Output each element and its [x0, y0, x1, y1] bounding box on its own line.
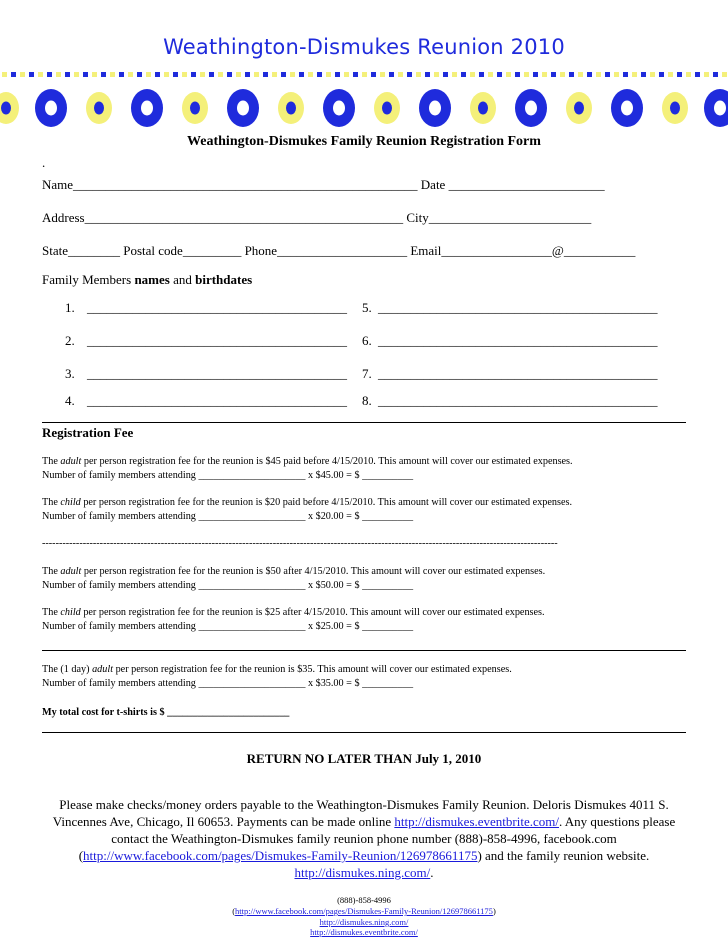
- banner-dash: [605, 72, 610, 77]
- address-city-line[interactable]: Address_________________________________________________ City_________________________: [42, 210, 592, 225]
- banner-dash: [704, 72, 709, 77]
- banner-dash: [272, 72, 277, 77]
- family-member-entry-line[interactable]: ________________________________________: [87, 366, 347, 381]
- banner-dash: [173, 72, 178, 77]
- banner-dash: [308, 72, 313, 77]
- banner-dash: [245, 72, 250, 77]
- small-ning: [0, 917, 728, 927]
- banner-ring-center: [478, 102, 488, 115]
- family-member-entry-line[interactable]: ___________________________________________: [378, 300, 658, 315]
- banner-ring-center: [1, 102, 11, 115]
- banner-dash: [119, 72, 124, 77]
- banner-ring-center: [714, 101, 726, 116]
- banner-dash: [56, 72, 61, 77]
- banner-dash: [659, 72, 664, 77]
- banner-dash: [38, 72, 43, 77]
- banner-dash: [569, 72, 574, 77]
- banner-dash: [155, 72, 160, 77]
- banner-dash: [542, 72, 547, 77]
- family-member-number: 7.: [362, 366, 372, 381]
- banner-dash: [218, 72, 223, 77]
- banner-dash: [443, 72, 448, 77]
- banner-dash: [20, 72, 25, 77]
- family-member-number: 2.: [65, 333, 75, 348]
- fee-child-before-count[interactable]: Number of family members attending _____________________ x $20.00 = $ __________: [42, 511, 414, 522]
- banner-dash: [209, 72, 214, 77]
- family-member-number: 5.: [362, 300, 372, 315]
- banner-dash: [506, 72, 511, 77]
- banner-dash: [137, 72, 142, 77]
- banner-dash: [65, 72, 70, 77]
- banner-dash: [281, 72, 286, 77]
- banner-dash: [353, 72, 358, 77]
- banner-dash: [695, 72, 700, 77]
- banner-dash: [596, 72, 601, 77]
- family-member-entry-line[interactable]: ___________________________________________: [378, 393, 658, 408]
- banner-dash: [722, 72, 727, 77]
- banner-dash: [182, 72, 187, 77]
- banner-dash-row: [2, 72, 727, 77]
- banner-dash: [434, 72, 439, 77]
- banner-ring-center: [333, 101, 345, 116]
- banner-dash: [191, 72, 196, 77]
- fee-adult-before-count[interactable]: Number of family members attending _____________________ x $45.00 = $ __________: [42, 470, 414, 481]
- banner-dash: [623, 72, 628, 77]
- banner-dash: [668, 72, 673, 77]
- banner-dash: [533, 72, 538, 77]
- banner-ring-center: [670, 102, 680, 115]
- banner-dash: [335, 72, 340, 77]
- banner-dash: [713, 72, 718, 77]
- return-deadline: RETURN NO LATER THAN July 1, 2010: [246, 751, 482, 766]
- banner-ring-center: [382, 102, 392, 115]
- payment-instructions: Please make checks/money orders payable to the Weathington-Dismukes Family Reunion. Deloris Dismukes 4011 S. Vincennes Ave, Chicago, Il 60653. Payments can be made online http://dismukes.eventbrite.com/. Any questions please contact the Weathington-Dismukes family reunion phone number (888)-858-4996, facebook.com (http://www.facebook.com/pages/Dismukes-Family-Reunion/126978661175) and the family reunion website. http://dismukes.ning.com/.: [52, 797, 676, 880]
- banner-dash: [452, 72, 457, 77]
- family-member-entry-line[interactable]: ___________________________________________: [378, 333, 658, 348]
- fee-adult-before-text: The adult per person registration fee for the reunion is $45 paid before 4/15/2010. This amount will cover our estimated expenses.: [42, 456, 573, 467]
- family-member-entry-line[interactable]: ___________________________________________: [378, 366, 658, 381]
- banner-dash: [128, 72, 133, 77]
- banner-dash: [74, 72, 79, 77]
- family-members-label: Family Members names and birthdates: [42, 272, 253, 287]
- banner-ring-center: [574, 102, 584, 115]
- banner-dash: [560, 72, 565, 77]
- family-member-entry-line[interactable]: ________________________________________: [87, 393, 347, 408]
- small-facebook-link[interactable]: http://www.facebook.com/pages/Dismukes-Family-Reunion/126978661175: [235, 906, 493, 916]
- form-title: Weathington-Dismukes Family Reunion Registration Form: [187, 134, 541, 149]
- decorative-banner: [0, 0, 728, 132]
- banner-ring-center: [429, 101, 441, 116]
- banner-dash: [110, 72, 115, 77]
- banner-dash: [317, 72, 322, 77]
- leading-dot: .: [42, 155, 46, 170]
- small-eventbrite: [0, 927, 728, 937]
- banner-dash: [488, 72, 493, 77]
- banner-dash: [686, 72, 691, 77]
- banner-dash: [146, 72, 151, 77]
- dashed-divider: --------------------------------------------------------------------------------------------------------------------------------------------------------: [42, 538, 558, 549]
- banner-dash: [164, 72, 169, 77]
- banner-dash: [587, 72, 592, 77]
- banner-dash: [461, 72, 466, 77]
- banner-dash: [416, 72, 421, 77]
- banner-dash: [578, 72, 583, 77]
- family-member-number: 6.: [362, 333, 372, 348]
- banner-ring-center: [45, 101, 57, 116]
- family-member-entry-line[interactable]: ________________________________________: [87, 300, 347, 315]
- ning-link[interactable]: http://dismukes.ning.com/: [294, 865, 431, 880]
- small-ning-link[interactable]: http://dismukes.ning.com/: [319, 917, 409, 927]
- banner-dash: [677, 72, 682, 77]
- banner-dash: [362, 72, 367, 77]
- banner-dash: [614, 72, 619, 77]
- banner-dash: [524, 72, 529, 77]
- fee-child-after-text: The child per person registration fee for the reunion is $25 after 4/15/2010. This amount will cover our estimated expenses.: [42, 607, 545, 618]
- banner-dash: [515, 72, 520, 77]
- banner-dash: [551, 72, 556, 77]
- banner-dash: [200, 72, 205, 77]
- family-member-number: 3.: [65, 366, 75, 381]
- small-phone: (888)-858-4996: [337, 895, 391, 905]
- banner-ring-center: [525, 101, 537, 116]
- banner-dash: [92, 72, 97, 77]
- name-date-line[interactable]: Name_____________________________________________________ Date ________________________: [42, 177, 605, 192]
- state-postal-phone-email-line[interactable]: State________ Postal code_________ Phone____________________ Email_________________@___________: [42, 243, 636, 258]
- banner-dash: [83, 72, 88, 77]
- banner-dash: [227, 72, 232, 77]
- banner-dash: [371, 72, 376, 77]
- fee-child-before-text: The child per person registration fee for the reunion is $20 paid before 4/15/2010. This amount will cover our estimated expenses.: [42, 497, 572, 508]
- fee-child-after-count[interactable]: Number of family members attending _____________________ x $25.00 = $ __________: [42, 621, 414, 632]
- small-eventbrite-link[interactable]: http://dismukes.eventbrite.com/: [310, 927, 418, 937]
- section-rule: [42, 650, 686, 651]
- banner-dash: [254, 72, 259, 77]
- eventbrite-link[interactable]: http://dismukes.eventbrite.com/: [394, 814, 559, 829]
- tshirt-total-line[interactable]: My total cost for t-shirts is $ ________________________: [42, 707, 290, 718]
- banner-ring-center: [141, 101, 153, 116]
- banner-ring-center: [237, 101, 249, 116]
- banner-dash: [407, 72, 412, 77]
- section-rule: [42, 732, 686, 733]
- banner-ring-row: [0, 89, 728, 127]
- family-member-number: 8.: [362, 393, 372, 408]
- banner-dash: [47, 72, 52, 77]
- banner-dash: [263, 72, 268, 77]
- banner-dash: [389, 72, 394, 77]
- banner-dash: [470, 72, 475, 77]
- fee-one-day-text: The (1 day) adult per person registration fee for the reunion is $35. This amount will cover our estimated expenses.: [42, 664, 512, 675]
- banner-dash: [11, 72, 16, 77]
- banner-title: Weathington-Dismukes Reunion 2010: [163, 35, 565, 59]
- banner-dash: [632, 72, 637, 77]
- banner-dash: [326, 72, 331, 77]
- banner-dash: [497, 72, 502, 77]
- banner-dash: [236, 72, 241, 77]
- banner-ring-center: [94, 102, 104, 115]
- small-facebook: (http://www.facebook.com/pages/Dismukes-Family-Reunion/126978661175): [232, 906, 496, 916]
- fee-adult-after-text: The adult per person registration fee for the reunion is $50 after 4/15/2010. This amount will cover our estimated expenses.: [42, 566, 546, 577]
- banner-dash: [380, 72, 385, 77]
- facebook-link[interactable]: http://www.facebook.com/pages/Dismukes-Family-Reunion/126978661175: [83, 848, 478, 863]
- section-rule: [42, 422, 686, 423]
- registration-fee-heading: Registration Fee: [42, 425, 134, 440]
- fee-one-day-count[interactable]: Number of family members attending _____________________ x $35.00 = $ __________: [42, 678, 414, 689]
- banner-dash: [344, 72, 349, 77]
- fee-adult-after-count[interactable]: Number of family members attending _____________________ x $50.00 = $ __________: [42, 580, 414, 591]
- banner-dash: [398, 72, 403, 77]
- family-member-number: 4.: [65, 393, 75, 408]
- banner-dash: [299, 72, 304, 77]
- banner-dash: [641, 72, 646, 77]
- banner-dash: [101, 72, 106, 77]
- banner-ring-center: [621, 101, 633, 116]
- banner-dash: [29, 72, 34, 77]
- banner-dash: [425, 72, 430, 77]
- banner-dash: [2, 72, 7, 77]
- banner-dash: [479, 72, 484, 77]
- family-member-number: 1.: [65, 300, 75, 315]
- banner-dash: [650, 72, 655, 77]
- banner-dash: [290, 72, 295, 77]
- banner-ring-center: [190, 102, 200, 115]
- family-member-entry-line[interactable]: ________________________________________: [87, 333, 347, 348]
- banner-ring-center: [286, 102, 296, 115]
